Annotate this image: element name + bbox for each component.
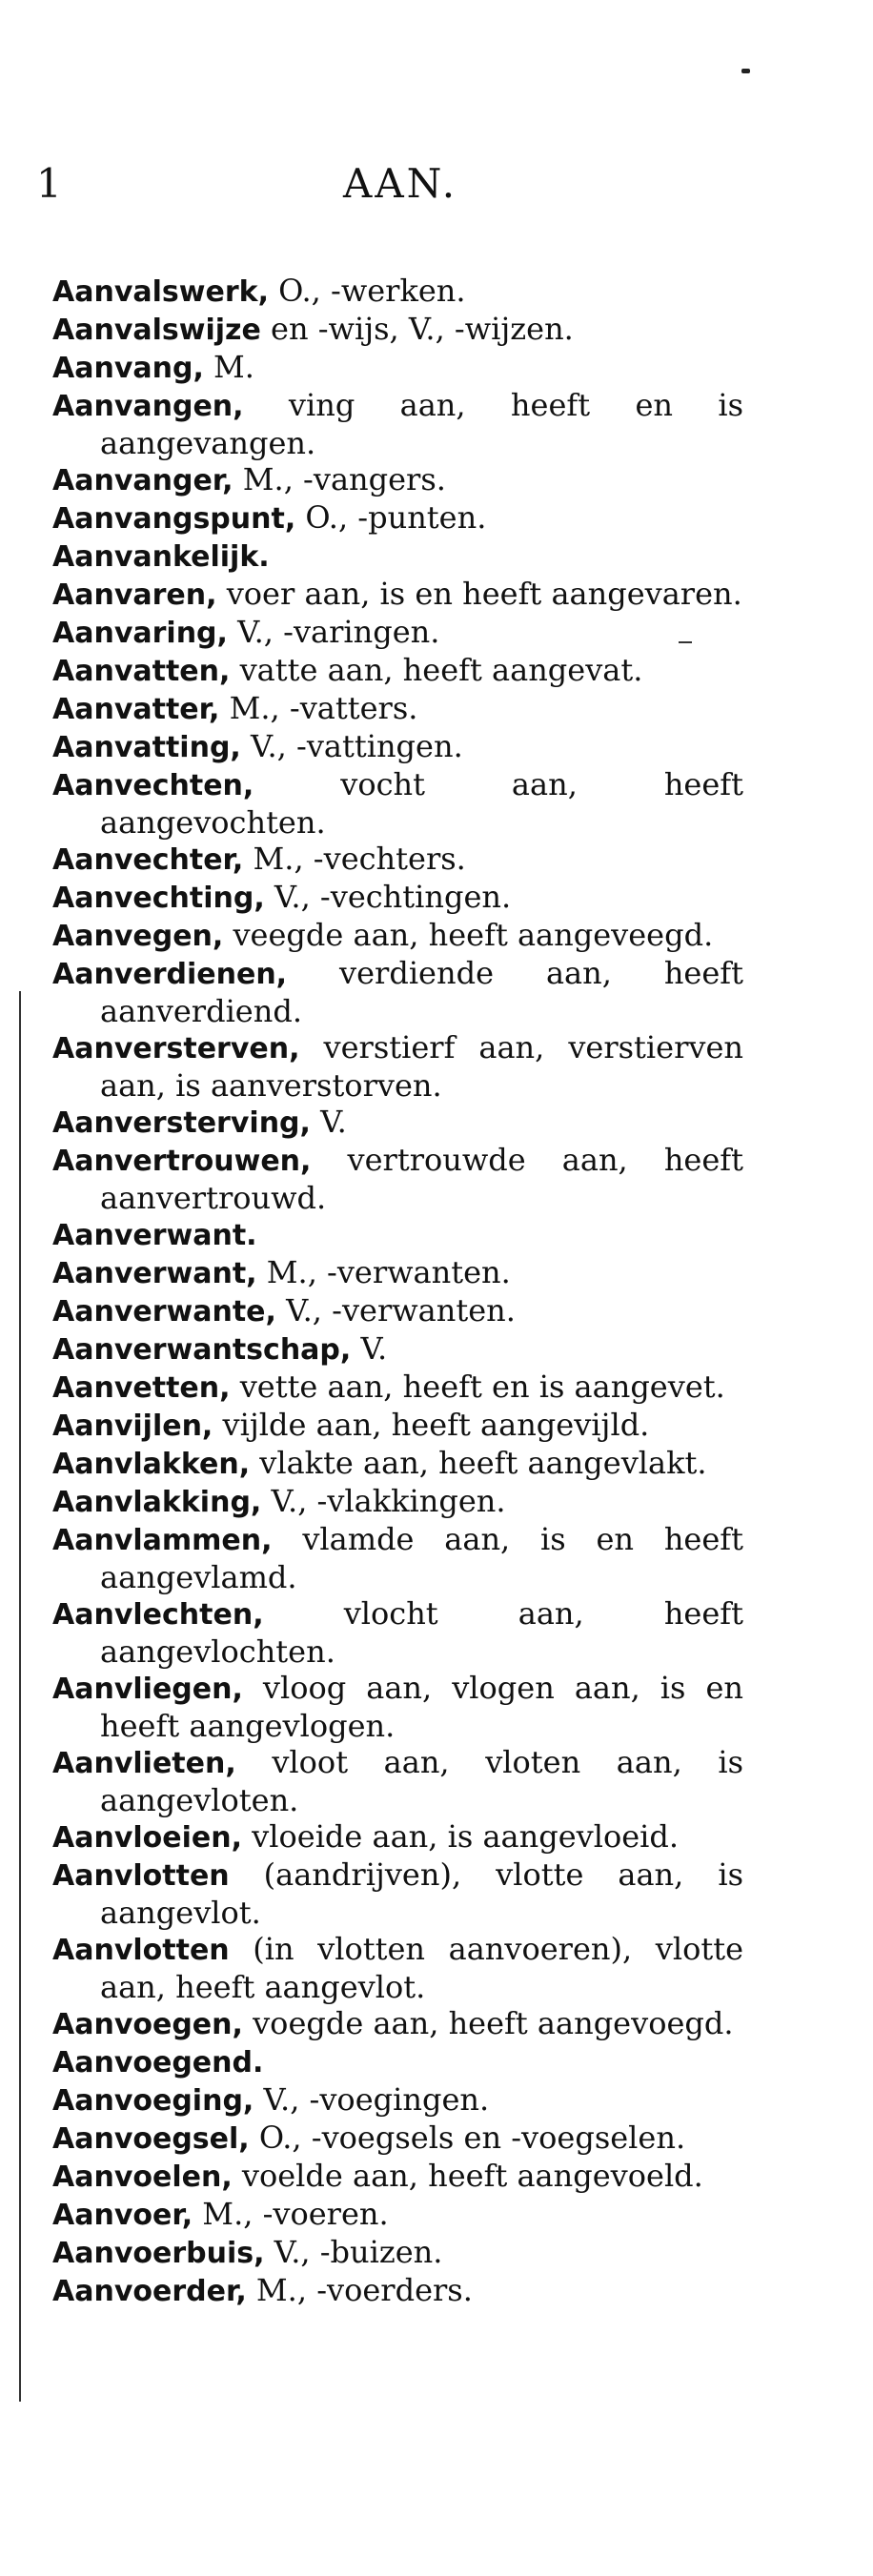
dictionary-entry xyxy=(52,1142,743,1216)
entry-headword: Aanvegen, xyxy=(52,920,224,953)
entry-definition: M., -voerders. xyxy=(246,2272,473,2308)
entry-headword: Aanvatting, xyxy=(52,731,241,764)
dictionary-entry xyxy=(52,1818,743,1856)
entry-definition: vloeide aan, is aangevloeid. xyxy=(242,1818,680,1855)
entry-definition: verstierf aan, verstierven aan, is aanverstorven. xyxy=(100,1029,743,1104)
dictionary-entry xyxy=(52,1104,743,1142)
entry-definition: V., -vechtingen. xyxy=(264,879,512,915)
entry-headword: Aanvangspunt, xyxy=(52,502,296,536)
entry-definition: V., -vlakkingen. xyxy=(261,1483,506,1519)
entry-headword: Aanverwant, xyxy=(52,1257,257,1290)
entry-headword: Aanvangen, xyxy=(52,390,244,423)
entry-headword: Aanvlotten xyxy=(52,1934,230,1967)
entry-definition: vertrouwde aan, heeft aanvertrouwd. xyxy=(100,1142,743,1216)
dictionary-entry xyxy=(52,652,743,690)
entry-headword: Aanvechter, xyxy=(52,843,244,877)
entry-definition: M., -vangers. xyxy=(233,461,446,497)
dictionary-entry xyxy=(52,2043,743,2081)
entry-headword: Aanvanger, xyxy=(52,464,233,497)
entry-headword: Aanvlakken, xyxy=(52,1448,251,1481)
entry-definition: M., -verwanten. xyxy=(256,1254,511,1290)
dictionary-entry xyxy=(52,273,743,311)
entry-definition: M., -vatters. xyxy=(219,690,418,726)
entry-headword: Aanvertrouwen, xyxy=(52,1145,312,1178)
entry-headword: Aanvoegen, xyxy=(52,2008,243,2041)
dictionary-entry xyxy=(52,311,743,349)
entry-headword: Aanvijlen, xyxy=(52,1410,213,1443)
dictionary-entry xyxy=(52,1931,743,2005)
entry-headword: Aanvaring, xyxy=(52,617,228,650)
entry-definition: vloog aan, vlogen aan, is en heeft aangevlogen. xyxy=(100,1670,743,1744)
dictionary-entry xyxy=(52,879,743,917)
entry-definition: ving aan, heeft en is aangevangen. xyxy=(100,387,743,461)
dictionary-entry xyxy=(52,1670,743,1744)
entry-headword: Aanvatten, xyxy=(52,655,231,688)
dictionary-entry xyxy=(52,349,743,387)
dictionary-entry xyxy=(52,841,743,879)
entry-headword: Aanvlieten, xyxy=(52,1747,236,1780)
entry-definition: V., -varingen. xyxy=(227,614,440,650)
dictionary-entry xyxy=(52,2234,743,2272)
entry-definition: M., -voeren. xyxy=(193,2196,389,2232)
dictionary-entry xyxy=(52,1856,743,1931)
dictionary-entry xyxy=(52,2196,743,2234)
margin-rule xyxy=(19,991,21,2402)
dictionary-entry xyxy=(52,766,743,841)
dictionary-entry xyxy=(52,1407,743,1445)
entry-headword: Aanvechting, xyxy=(52,882,265,915)
entry-definition: V. xyxy=(351,1330,388,1367)
page-header: AAN. xyxy=(343,160,458,207)
entry-headword: Aanvalswijze xyxy=(52,314,261,347)
dictionary-entry xyxy=(52,538,743,576)
dictionary-entry xyxy=(52,955,743,1029)
entry-headword: Aanvoerbuis, xyxy=(52,2237,265,2270)
entry-headword: Aanvoeging, xyxy=(52,2084,254,2118)
dictionary-entry xyxy=(52,2081,743,2120)
entry-definition: veegde aan, heeft aangeveegd. xyxy=(223,917,714,953)
dictionary-entry xyxy=(52,1521,743,1595)
entry-headword: Aanverwante, xyxy=(52,1295,276,1329)
dictionary-entry xyxy=(52,728,743,766)
dictionary-entry xyxy=(52,1029,743,1104)
entry-definition: (in vlotten aanvoeren), vlotte aan, heeft aangevlot. xyxy=(100,1931,743,2005)
entry-definition: (aandrijven), vlotte aan, is aangevlot. xyxy=(100,1856,743,1931)
dictionary-entry xyxy=(52,1369,743,1407)
entry-headword: Aanverwantschap, xyxy=(52,1333,352,1367)
dictionary-entry xyxy=(52,1330,743,1369)
entry-headword: Aanversterven, xyxy=(52,1032,300,1065)
entry-definition: verdiende aan, heeft aanverdiend. xyxy=(100,955,743,1029)
dictionary-entry xyxy=(52,387,743,461)
dictionary-entry xyxy=(52,1254,743,1292)
dictionary-entry xyxy=(52,461,743,499)
entry-headword: Aanverdienen, xyxy=(52,958,288,991)
page-number: 1 xyxy=(36,160,62,207)
dictionary-entry xyxy=(52,1216,743,1254)
entry-definition: voegde aan, heeft aangevoegd. xyxy=(242,2005,734,2041)
entry-headword: Aanvoerder, xyxy=(52,2275,247,2308)
entry-headword: Aanvoelen, xyxy=(52,2160,233,2194)
entry-definition: M., -vechters. xyxy=(243,841,466,877)
entry-definition: V., -voegingen. xyxy=(254,2081,490,2118)
entry-definition: M. xyxy=(203,349,254,385)
dictionary-entry xyxy=(52,2158,743,2196)
dictionary-entry xyxy=(52,1483,743,1521)
entry-definition: V., -vattingen. xyxy=(240,728,463,764)
dictionary-entry xyxy=(52,499,743,538)
entry-headword: Aanvetten, xyxy=(52,1371,231,1405)
corner-mark xyxy=(741,69,750,73)
entry-definition: vlakte aan, heeft aangevlakt. xyxy=(250,1445,707,1481)
entry-headword: Aanversterving, xyxy=(52,1106,311,1140)
dictionary-entry xyxy=(52,1595,743,1670)
entry-definition: vette aan, heeft en is aangevet. xyxy=(230,1369,725,1405)
entry-definition: V. xyxy=(310,1104,347,1140)
entry-headword: Aanvloeien, xyxy=(52,1821,242,1855)
dictionary-entry xyxy=(52,1292,743,1330)
dictionary-entry xyxy=(52,614,743,652)
entry-headword: Aanvlotten xyxy=(52,1859,230,1893)
entry-definition: en -wijs, V., -wijzen. xyxy=(260,311,574,347)
entry-headword: Aanvlammen, xyxy=(52,1524,273,1557)
entry-headword: Aanvang, xyxy=(52,352,204,385)
dictionary-entry xyxy=(52,2120,743,2158)
entry-headword: Aanvoer, xyxy=(52,2199,193,2232)
entry-definition: vlocht aan, heeft aangevlochten. xyxy=(100,1595,743,1670)
dictionary-entry xyxy=(52,2005,743,2043)
entry-definition: V., -buizen. xyxy=(264,2234,443,2270)
dictionary-entry xyxy=(52,2272,743,2310)
entry-definition: vloot aan, vloten aan, is aangevloten. xyxy=(100,1744,743,1818)
entry-headword: Aanvatter, xyxy=(52,693,220,726)
dictionary-entry xyxy=(52,576,743,614)
entry-headword: Aanvalswerk, xyxy=(52,275,269,309)
dictionary-entry xyxy=(52,690,743,728)
dictionary-entry xyxy=(52,917,743,955)
entry-headword: Aanvliegen, xyxy=(52,1673,243,1706)
dictionary-entries xyxy=(52,273,743,2310)
entry-headword: Aanvoegend. xyxy=(52,2046,264,2079)
entry-headword: Aanvaren, xyxy=(52,578,217,612)
dictionary-entry xyxy=(52,1445,743,1483)
entry-definition: O., -voegsels en -voegselen. xyxy=(249,2120,686,2156)
entry-definition: vijlde aan, heeft aangevijld. xyxy=(213,1407,650,1443)
entry-definition: vocht aan, heeft aangevochten. xyxy=(100,766,743,841)
entry-headword: Aanvlechten, xyxy=(52,1598,264,1632)
entry-definition: vatte aan, heeft aangevat. xyxy=(230,652,643,688)
dictionary-entry xyxy=(52,1744,743,1818)
entry-headword: Aanvlakking, xyxy=(52,1486,262,1519)
entry-definition: V., -verwanten. xyxy=(275,1292,516,1329)
entry-headword: Aanverwant. xyxy=(52,1219,257,1252)
entry-definition: voer aan, is en heeft aangevaren. xyxy=(216,576,742,612)
entry-headword: Aanvechten, xyxy=(52,769,254,802)
entry-definition: O., -punten. xyxy=(295,499,487,536)
entry-definition: vlamde aan, is en heeft aangevlamd. xyxy=(100,1521,743,1595)
entry-headword: Aanvoegsel, xyxy=(52,2122,250,2156)
entry-headword: Aanvankelijk. xyxy=(52,540,270,574)
entry-definition: voelde aan, heeft aangevoeld. xyxy=(232,2158,703,2194)
entry-definition: O., -werken. xyxy=(268,273,466,309)
